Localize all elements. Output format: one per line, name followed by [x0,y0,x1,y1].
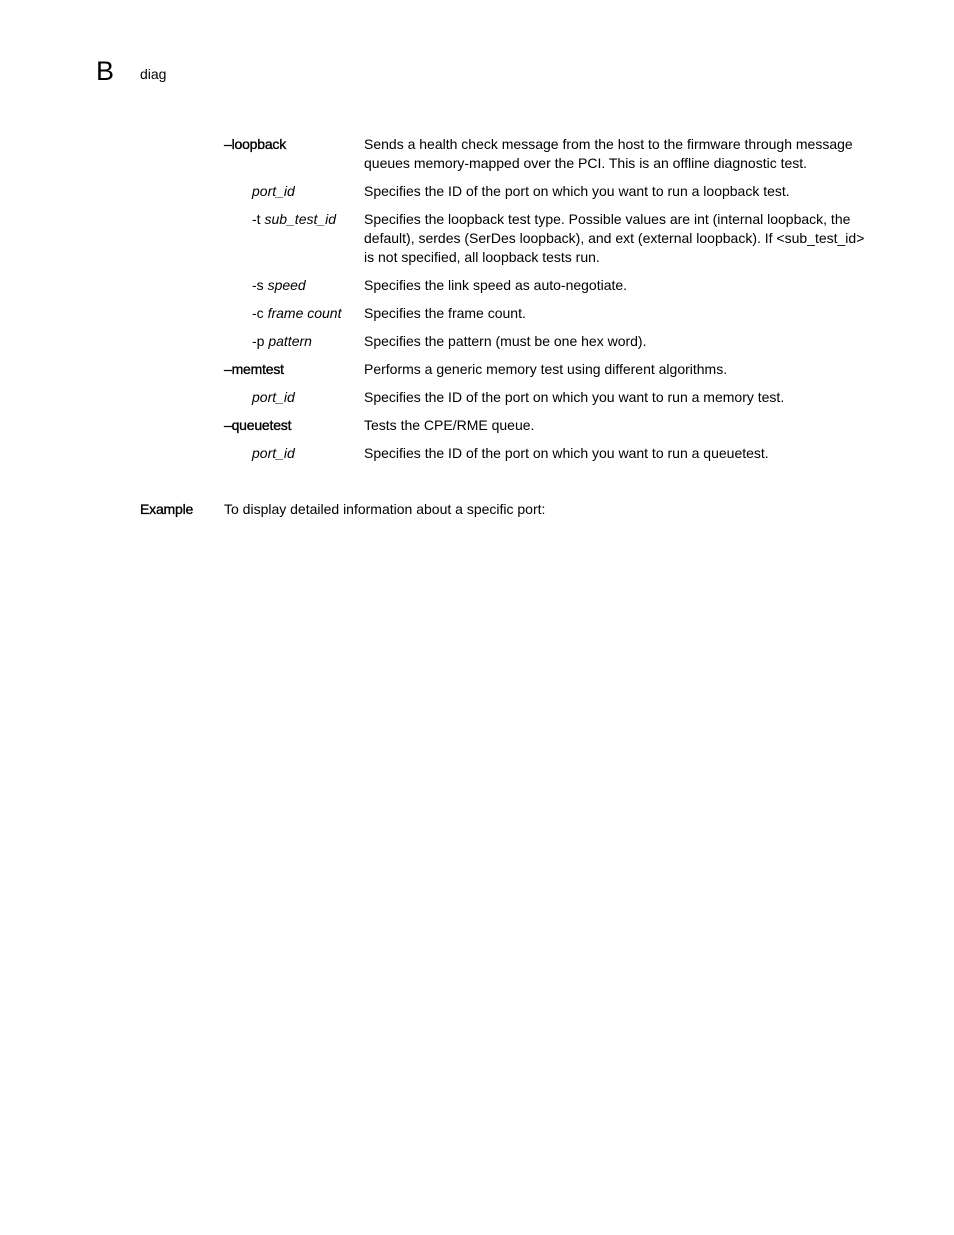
param-term [224,416,364,435]
parameter-list [224,135,874,472]
param-flag: -t [252,211,265,227]
param-flag: –memtest [224,361,284,377]
param-description: Specifies the ID of the port on which you want to run a loopback test. [364,183,790,199]
param-arg: port_id [252,389,295,405]
param-arg: sub_test_id [264,211,337,227]
example-text: To display detailed information about a specific port: [224,501,546,517]
param-row [224,416,874,435]
param-term [224,135,364,154]
param-arg: port_id [252,183,295,199]
param-arg: speed [267,277,306,293]
chapter-letter: B [96,56,115,86]
param-term [224,210,364,229]
param-description: Specifies the ID of the port on which you want to run a memory test. [364,389,785,405]
param-arg: port_id [252,445,295,461]
param-arg: pattern [268,333,312,349]
param-term [224,276,364,295]
param-row [224,276,874,295]
param-description: Specifies the ID of the port on which you want to run a queuetest. [364,445,769,461]
param-flag: -p [252,333,269,349]
param-flag: –queuetest [224,417,292,433]
param-term [224,360,364,379]
param-term [224,332,364,351]
param-row [224,388,874,407]
param-description: Specifies the link speed as auto-negotiate. [364,277,628,293]
param-row [224,332,874,351]
param-term [224,304,364,323]
param-row [224,304,874,323]
param-description: Specifies the frame count. [364,305,526,321]
param-description: Specifies the loopback test type. Possible values are int (internal loopback, the default), serdes (SerDes loopback), and ext (external loopback). If <sub_test_id> is not specified, all loopback tests run. [364,211,865,265]
param-flag: -c [252,305,268,321]
param-term [224,444,364,463]
param-row [224,182,874,201]
param-arg: frame count [267,305,342,321]
param-flag: –loopback [224,136,287,152]
page-header-title: diag [140,66,167,82]
param-flag: -s [252,277,268,293]
param-description: Specifies the pattern (must be one hex word). [364,333,647,349]
example-label: Example [140,501,194,517]
param-description: Sends a health check message from the host to the firmware through message queues memory-mapped over the PCI. This is an offline diagnostic test. [364,136,853,171]
param-term [224,182,364,201]
param-row [224,210,874,267]
param-term [224,388,364,407]
param-row [224,444,874,463]
param-row [224,360,874,379]
param-description: Tests the CPE/RME queue. [364,417,535,433]
param-description: Performs a generic memory test using different algorithms. [364,361,728,377]
param-row [224,135,874,173]
